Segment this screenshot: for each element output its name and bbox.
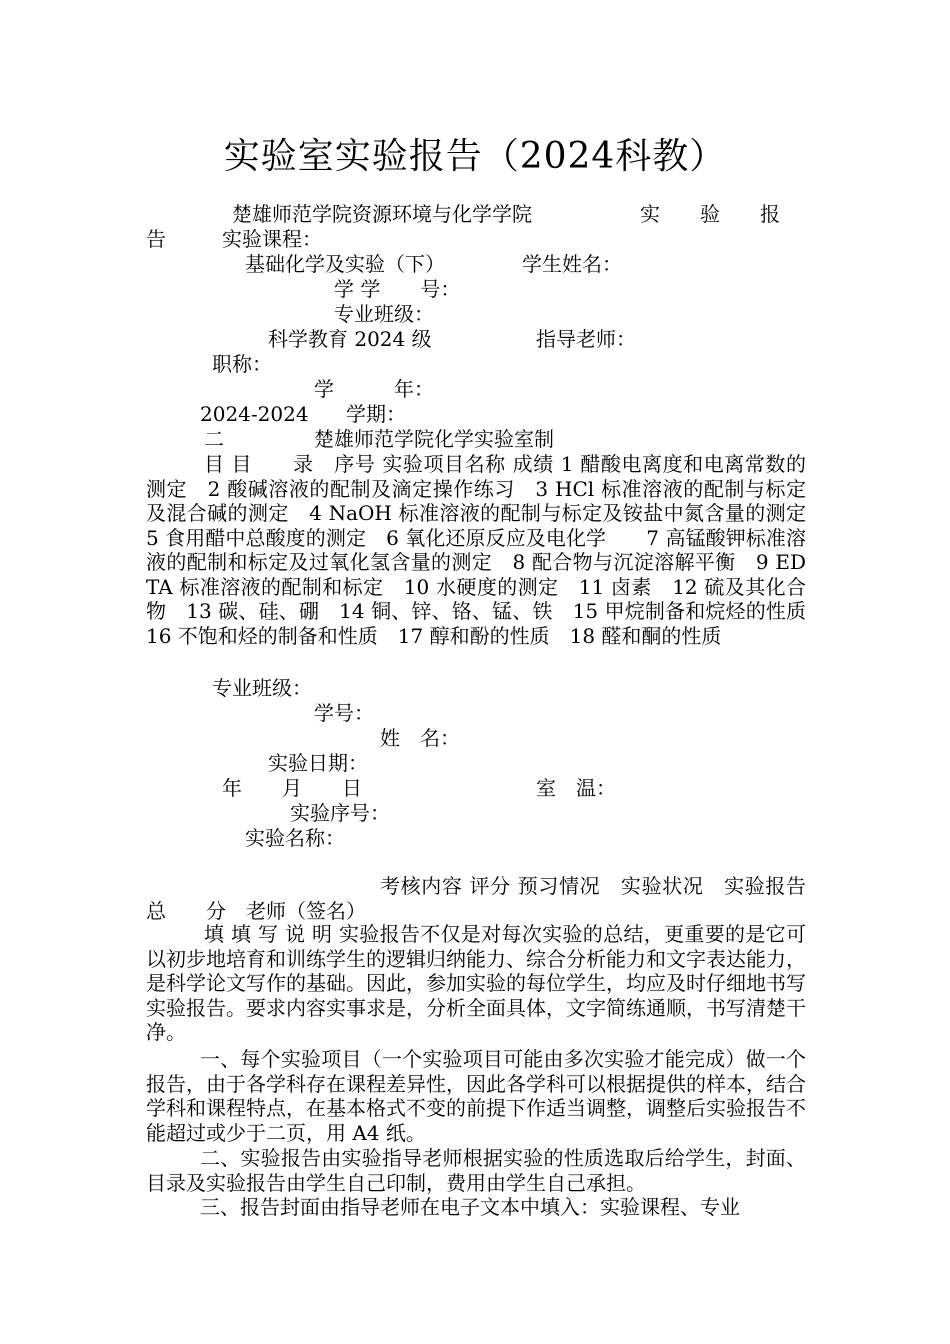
report-date-label: 实验日期： xyxy=(268,751,368,775)
report-name-label: 姓 名： xyxy=(380,726,460,750)
position-label: 职称： xyxy=(212,352,272,376)
report-word: 实 验 报 xyxy=(640,202,780,226)
instructions-item-2: 二、实验报告由实验指导老师根据实验的性质选取后给学生，封面、目录及实验报告由学生自己印制，费用由学生自己承担。 xyxy=(146,1146,806,1195)
report-temp-label: 室 温： xyxy=(536,776,616,800)
toc-paragraph: 目 目 录 序号 实验项目名称 成绩 1 醋酸电离度和电离常数的测定 2 酸碱溶液的配制及滴定操作练习 3 HCl 标准溶液的配制与标定及混合碱的测定 4 NaOH 标准溶液的配制与标定及铵盐中氮含量的测定 5 食用醋中总酸度的测定 6 氧化还原反应及电化学 7 高锰酸钾标准溶液的配制和标定及过氧化氢含量的测定 8 配合物与沉淀溶解平衡 9 EDTA 标准溶液的配制和标定 10 水硬度的测定 11 卤素 12 硫及其化合物 13 碳、硅、硼 14 铜、锌、铬、锰、铁 15 甲烷制备和烷烃的性质 16 不饱和烃的制备和性质 17 醇和酚的性质 18 醛和酮的性质 xyxy=(146,452,826,648)
instructions-item-1: 一、每个实验项目（一个实验项目可能由多次实验才能完成）做一个报告，由于各学科存在课程差异性，因此各学科可以根据提供的样本，结合学科和课程特点，在基本格式不变的前提下作适当调整，调整后实验报告不能超过或少于二页，用 A4 纸。 xyxy=(146,1047,806,1145)
report-exp-name-label: 实验名称： xyxy=(245,826,345,850)
instructions-intro: 填 填 写 说 明 实验报告不仅是对每次实验的总结，更重要的是它可以初步地培育和训练学生的逻辑归纳能力、综合分析能力和文字表达能力，是科学论文写作的基础。因此，参加实验的每位学生，均应及时仔细地书写实验报告。要求内容实事求是，分析全面具体，文字简练通顺，书写清楚干净。 xyxy=(146,922,806,1044)
assessment-paragraph: 考核内容 评分 预习情况 实验状况 实验报告 总 分 老师（签名） xyxy=(146,874,826,923)
term-label: 学期： xyxy=(346,402,406,426)
page-title: 实验室实验报告（2024科教） xyxy=(223,136,727,177)
student-id-label: 学 学 号： xyxy=(334,277,461,301)
year-label: 学 年： xyxy=(314,377,434,401)
report-word-tail: 告 xyxy=(146,227,166,251)
class-value: 科学教育 2024 级 xyxy=(268,327,432,351)
teacher-label: 指导老师： xyxy=(536,327,636,351)
report-class-label: 专业班级： xyxy=(212,676,312,700)
college-name: 楚雄师范学院资源环境与化学学院 xyxy=(232,202,532,226)
report-date-fields: 年 月 日 xyxy=(222,776,362,800)
lab-name: 楚雄师范学院化学实验室制 xyxy=(314,427,554,451)
year-value: 2024-2024 xyxy=(200,402,309,426)
report-id-label: 学号： xyxy=(314,701,374,725)
student-name-label: 学生姓名： xyxy=(522,252,622,276)
class-label: 专业班级： xyxy=(334,302,434,326)
course-label: 实验课程： xyxy=(222,227,322,251)
instructions-item-3: 三、报告封面由指导老师在电子文本中填入：实验课程、专业 xyxy=(200,1195,740,1219)
report-seq-label: 实验序号： xyxy=(290,801,390,825)
course-value: 基础化学及实验（下） xyxy=(245,252,445,276)
term-value: 二 xyxy=(204,427,224,451)
